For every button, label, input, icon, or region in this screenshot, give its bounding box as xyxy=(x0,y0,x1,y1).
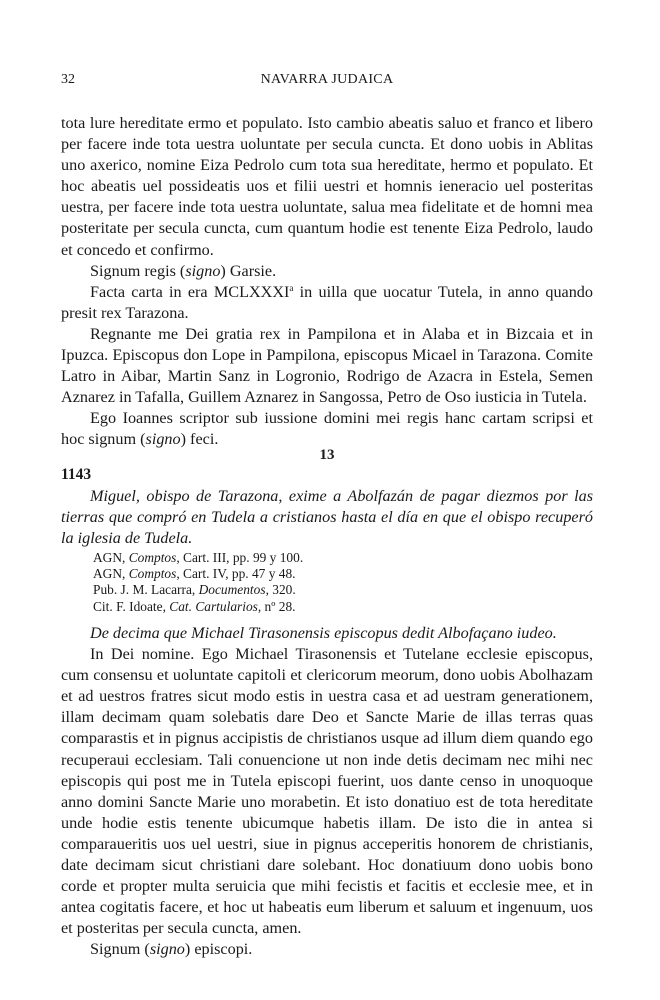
running-head: NAVARRA JUDAICA xyxy=(260,72,394,87)
signum-episcopi: Signum (signo) episcopi. xyxy=(90,940,253,959)
document-number: 13 xyxy=(319,447,335,463)
page-number: 32 xyxy=(61,72,75,87)
document-body: In Dei nomine. Ego Michael Tirasonensis et Tutelane ecclesie episcopus, cum consensu et uoluntate capitoli et clericorum meorum, dono uobis Abolhazam et ad uestros fratres sicut modo estis in uestra casa et ad uestram generationem, illam decimam quam solebatis dare Deo et Sancte Marie de illas terras quas comparastis et in pignus accipistis de christianos usque ad illum diem quando ego recuperaui ecclesiam. Tali conuencione ut non inde detis decimam nec mihi nec episcopis qui post me in Tutela episcopi fuerint, uos dante censo in unoquoque anno domini Sancte Marie uno morabetin. Et isto donatiuo est de tota hereditate unde hodie estis tenente ubicumque habetis illam. De isto die in antea si comparaueritis uos uel uestri, siue in pignus acceperitis honorem de christianis, date decimam sicut christiani dare solebant. Hoc donatiuum dono uobis bono corde et propter multa seruicia que mihi fecistis et facitis et ecclesie mee, et in antea cogitatis facere, et hoc ut habeatis eum liberum et saluum et ingenuum, uos et posteritas per secula cuncta, amen. xyxy=(61,645,593,938)
previous-document-text xyxy=(61,113,593,451)
scriptor-paragraph: Ego Ioannes scriptor sub iussione domini mei regis hanc cartam scripsi et hoc signum (signo) feci. xyxy=(61,409,593,449)
source-item: Cit. F. Idoate, Cat. Cartularios, nº 28. xyxy=(93,598,296,614)
document-summary: Miguel, obispo de Tarazona, exime a Abolfazán de pagar diezmos por las tierras que compró en Tudela a cristianos hasta el día en que el obispo recuperó la iglesia de Tudela. xyxy=(61,487,593,548)
source-list xyxy=(93,550,593,615)
regnante-paragraph: Regnante me Dei gratia rex in Pampilona et in Alaba et in Bizcaia et in Ipuzca. Episcopus don Lope in Pampilona, episcopus Micael in Tarazona. Comite Latro in Aibar, Martin Sanz in Logronio, Rodrigo de Azacra in Estela, Semen Aznarez in Tafalla, Guillem Aznarez in Sangossa, Petro de Oso iusticia in Tutela. xyxy=(61,324,593,407)
facta-carta: Facta carta in era MCLXXXI$^a$ in uilla que uocatur Tutela, in anno quando presit rex Tarazona. xyxy=(61,282,593,322)
document-title: De decima que Michael Tirasonensis episcopus dedit Albofaçano iudeo. xyxy=(90,624,557,642)
page-header xyxy=(61,72,593,92)
document-year: 1143 xyxy=(61,466,92,483)
source-item: AGN, Comptos, Cart. IV, pp. 47 y 48. xyxy=(93,566,296,582)
paragraph: tota lure hereditate ermo et populato. Isto cambio abeatis saluo et franco et libero per facere inde tota uestra uoluntate per secula cuncta. Et dono uobis in Ablitas uno axerico, nomine Eiza Pedrolo cum tota sua hereditate, hermo et populato. Et hoc abeatis uel possideatis uos et filii uestri et homnis ieneracio uel posteritas uestra, per facere inde tota uestra uoluntate, salua mea fidelitate et de homni mea posteritate per secula cuncta, cum quantum hodie est tenente Eiza Pedrolo, laudo et concedo et confirmo. xyxy=(61,114,593,259)
source-item: Pub. J. M. Lacarra, Documentos, 320. xyxy=(93,582,296,598)
source-item: AGN, Comptos, Cart. III, pp. 99 y 100. xyxy=(93,550,304,565)
signum-regis: Signum regis (signo) Garsie. xyxy=(90,261,277,280)
document-text xyxy=(61,623,593,961)
